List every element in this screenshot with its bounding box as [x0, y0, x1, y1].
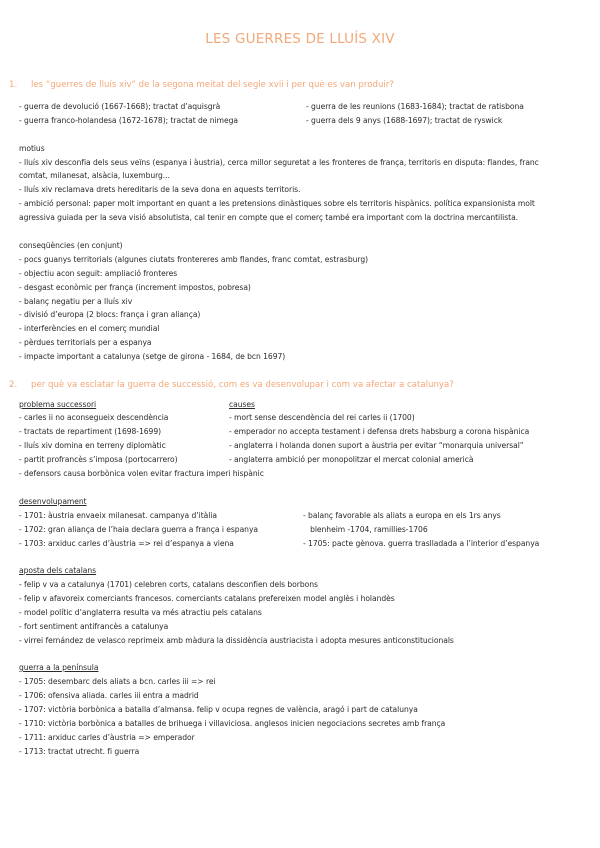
- question-1-number: 1.: [9, 80, 18, 90]
- motius-line: comtat, milanesat, alsàcia, luxemburg...: [19, 171, 170, 180]
- desenvolupament-line: blenheim -1704, ramillies-1706: [303, 525, 428, 534]
- motius-heading: motius: [19, 144, 45, 153]
- aposta-line: - virrei fernández de velasco reprimeix amb màdura la dissidència austriacista i adopta mesures anticonstitucionals: [19, 636, 454, 645]
- question-2-heading: [9, 380, 454, 390]
- problema-line: - tractats de repartiment (1698-1699): [19, 427, 162, 436]
- question-2-text: per què va esclatar la guerra de successió, com es va desenvolupar i com va afectar a catalunya?: [31, 380, 454, 390]
- causes-line: - anglaterra i holanda donen suport a àustria per evitar “monarquia universal”: [229, 441, 524, 450]
- peninsula-line: - 1705: desembarc dels aliats a bcn. carles iii => rei: [19, 677, 216, 686]
- problema-successori-heading: problema successori: [19, 400, 97, 409]
- desenvolupament-line: - 1703: arxiduc carles d’àustria => rei d’espanya a viena: [19, 539, 234, 548]
- causes-line: - mort sense descendència del rei carles ii (1700): [229, 413, 415, 422]
- peninsula-line: - 1707: victòria borbònica a batalla d’almansa. felip v ocupa regnes de valència, aragó i part de catalunya: [19, 705, 418, 714]
- problema-line: - lluís xiv domina en terreny diplomàtic: [19, 441, 166, 450]
- desenvolupament-heading: desenvolupament: [19, 497, 87, 506]
- desenvolupament-line: - 1702: gran aliança de l’haia declara guerra a frança i espanya: [19, 525, 258, 534]
- motius-line: - lluís xiv desconfia dels seus veïns (espanya i àustria), cerca millor seguretat a les fronteres de frança, territoris en disputa: flandes, franc: [19, 158, 539, 167]
- desenvolupament-line: - 1701: àustria envaeix milanesat. campanya d’itàlia: [19, 511, 217, 520]
- consequencia-line: - impacte important a catalunya (setge de girona - 1684, de bcn 1697): [19, 352, 286, 361]
- peninsula-line: - 1713: tractat utrecht. fi guerra: [19, 747, 140, 756]
- motius-line: - lluís xiv reclamava drets hereditaris de la seva dona en aquests territoris.: [19, 185, 301, 194]
- consequencia-line: - pocs guanys territorials (algunes ciutats frontereres amb flandes, franc comtat, estrasburg): [19, 255, 368, 264]
- war-list-item: - guerra de les reunions (1683-1684); tractat de ratisbona: [306, 102, 524, 111]
- consequencia-line: - desgast econòmic per frança (increment impostos, pobresa): [19, 283, 251, 292]
- desenvolupament-line: - balanç favorable als aliats a europa en els 1rs anys: [303, 511, 501, 520]
- consequencia-line: - pèrdues territorials per a espanya: [19, 338, 152, 347]
- consequencia-line: - divisió d’europa (2 blocs: frança i gran aliança): [19, 310, 201, 319]
- aposta-line: - fort sentiment antifrancès a catalunya: [19, 622, 169, 631]
- problema-line: - defensors causa borbònica volen evitar fractura imperi hispànic: [19, 469, 264, 478]
- problema-line: - partit profrancès s’imposa (portocarrero): [19, 455, 178, 464]
- aposta-line: - model polític d’anglaterra resulta va més atractiu pels catalans: [19, 608, 262, 617]
- causes-heading: causes: [229, 400, 255, 409]
- consequencia-line: - interferències en el comerç mundial: [19, 324, 160, 333]
- motius-line: agressiva guiada per la seva visió absolutista, cal tenir en compte que el comerç també era important com la doctrina mercantilista.: [19, 213, 519, 222]
- question-1-heading: [9, 80, 394, 90]
- causes-line: - anglaterra ambició per monopolitzar el mercat colonial americà: [229, 455, 474, 464]
- war-list-item: - guerra de devolució (1667-1668); tractat d’aquisgrà: [19, 102, 221, 111]
- war-list-item: - guerra franco-holandesa (1672-1678); tractat de nimega: [19, 116, 238, 125]
- aposta-catalans-heading: aposta dels catalans: [19, 566, 97, 575]
- motius-line: - ambició personal: paper molt important en quant a les pretensions dinàstiques sobre els territoris hispànics. política expansionista molt: [19, 199, 535, 208]
- peninsula-line: - 1710: victòria borbònica a batalles de brihuega i villaviciosa. anglesos inicien negociacions secretes amb frança: [19, 719, 446, 728]
- peninsula-line: - 1706: ofensiva aliada. carles iii entra a madrid: [19, 691, 199, 700]
- aposta-line: - felip v va a catalunya (1701) celebren corts, catalans desconfien dels borbons: [19, 580, 318, 589]
- consequencies-heading: conseqüències (en conjunt): [19, 241, 123, 250]
- aposta-line: - felip v afavoreix comerciants francesos. comerciants catalans prefereixen model anglès i holandès: [19, 594, 395, 603]
- peninsula-line: - 1711: arxiduc carles d’àustria => emperador: [19, 733, 195, 742]
- consequencia-line: - objectiu acon seguit: ampliació fronteres: [19, 269, 178, 278]
- question-1-text: les “guerres de lluís xiv” de la segona meitat del segle xvii i per què es van produir?: [31, 80, 394, 90]
- problema-line: - carles ii no aconsegueix descendència: [19, 413, 169, 422]
- page-title: LES GUERRES DE LLUÍS XIV: [205, 31, 395, 47]
- causes-line: - emperador no accepta testament i defensa drets habsburg a corona hispànica: [229, 427, 530, 436]
- consequencia-line: - balanç negatiu per a lluís xiv: [19, 297, 133, 306]
- guerra-peninsula-heading: guerra a la península: [19, 663, 99, 672]
- question-2-number: 2.: [9, 380, 18, 390]
- desenvolupament-line: - 1705: pacte gènova. guerra traslladada a l’interior d’espanya: [303, 539, 540, 548]
- war-list-item: - guerra dels 9 anys (1688-1697); tractat de ryswick: [306, 116, 503, 125]
